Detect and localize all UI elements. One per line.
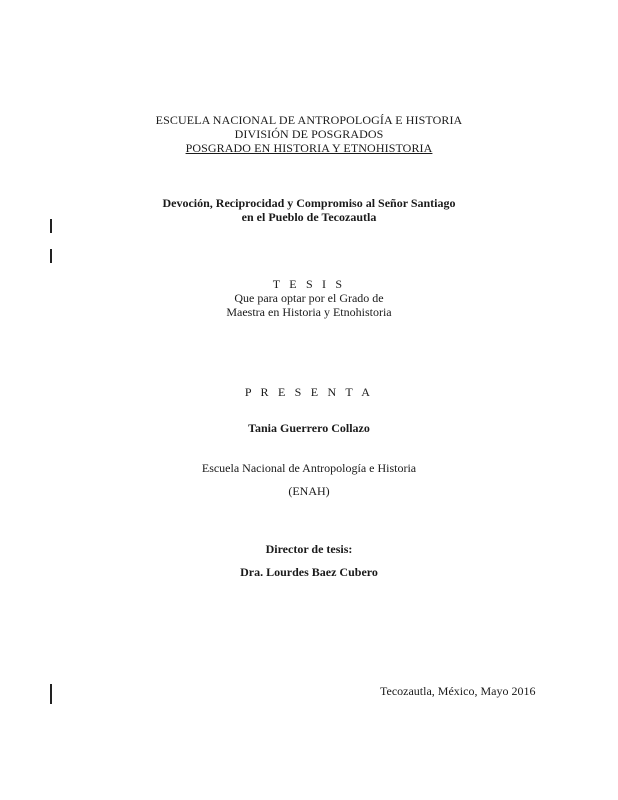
institution-name: ESCUELA NACIONAL DE ANTROPOLOGÍA E HISTORIA — [155, 113, 463, 127]
thesis-title-line-2: en el Pueblo de Tecozautla — [241, 210, 377, 224]
author-name: Tania Guerrero Collazo — [248, 421, 370, 435]
director-label: Director de tesis: — [265, 542, 353, 556]
place-and-date: Tecozautla, México, Mayo 2016 — [380, 684, 536, 698]
thesis-label: T E S I S — [272, 277, 346, 291]
division-name: DIVISIÓN DE POSGRADOS — [234, 127, 384, 141]
director-name: Dra. Lourdes Baez Cubero — [240, 565, 378, 579]
school-acronym: (ENAH) — [288, 484, 330, 498]
program-name: POSGRADO EN HISTORIA Y ETNOHISTORIA — [185, 141, 433, 155]
presenta-label: P R E S E N T A — [244, 385, 374, 399]
thesis-title-line-1: Devoción, Reciprocidad y Compromiso al Señor Santiago — [162, 196, 456, 210]
school-name: Escuela Nacional de Antropología e Historia — [201, 461, 417, 475]
degree-line-1: Que para optar por el Grado de — [234, 291, 384, 305]
change-bar-3 — [50, 684, 52, 704]
change-bar-2 — [50, 249, 52, 263]
degree-line-2: Maestra en Historia y Etnohistoria — [226, 305, 392, 319]
change-bar-1 — [50, 219, 52, 233]
